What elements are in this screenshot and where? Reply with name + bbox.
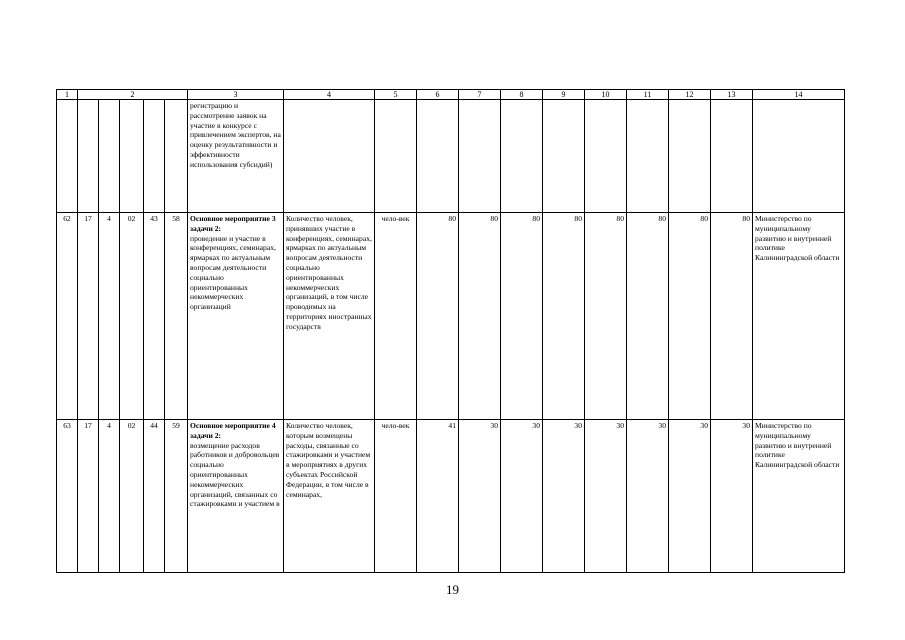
- program-table: [56, 89, 845, 573]
- indicator-cell: Количество человек, которым возмещены расходы, связанные со стажировками и участием в мероприятиях в других субъектах Российской Федерации, в том числе в семинарах,: [284, 420, 375, 573]
- value-cell: 30: [501, 420, 543, 573]
- code-cell: 4: [99, 420, 120, 573]
- unit-cell: чело-век: [375, 213, 417, 420]
- value-cell: 80: [543, 213, 585, 420]
- header-col-1: 1: [57, 90, 78, 100]
- value-cell: 30: [585, 420, 627, 573]
- code-cell: 43: [144, 213, 165, 420]
- header-col-12: 12: [669, 90, 711, 100]
- event-cell: [188, 213, 284, 420]
- unit-cell: чело-век: [375, 420, 417, 573]
- code-cell: 17: [78, 420, 99, 573]
- value-cell: 30: [711, 420, 753, 573]
- event-text: проведение и участие в конференциях, семинарах, ярмарках по актуальным вопросам деятельности социально ориентированных некоммерческих организаций: [190, 233, 276, 312]
- value-cell: 80: [585, 213, 627, 420]
- executor-cell: Министерство по муниципальному развитию и внутренней политике Калининградской области: [753, 420, 845, 573]
- event-cell: [188, 100, 284, 213]
- code-cell: 02: [120, 213, 144, 420]
- code-cell: 4: [99, 213, 120, 420]
- header-col-3: 3: [188, 90, 284, 100]
- value-cell: 30: [543, 420, 585, 573]
- code-cell: 17: [78, 213, 99, 420]
- indicator-cell: Количество человек, принявших участие в конференциях, семинарах, ярмарках по актуальным вопросам деятельности социально ориентированных некоммерческих организаций, в том числе проводимых на территориях иностранных государств: [284, 213, 375, 420]
- value-cell: 80: [501, 213, 543, 420]
- value-cell: 80: [627, 213, 669, 420]
- header-col-4: 4: [284, 90, 375, 100]
- value-cell: 80: [459, 213, 501, 420]
- value-cell: 30: [669, 420, 711, 573]
- value-cell: 30: [459, 420, 501, 573]
- header-col-9: 9: [543, 90, 585, 100]
- code-cell: 02: [120, 420, 144, 573]
- code-cell: 59: [165, 420, 188, 573]
- page-number: 19: [446, 582, 459, 597]
- event-text: возмещение расходов работников и добровольцев социально ориентированных некоммерческих организаций, связанных со стажировками и участием в: [190, 440, 280, 509]
- header-col-2: 2: [78, 90, 188, 100]
- value-cell: 41: [417, 420, 459, 573]
- header-col-10: 10: [585, 90, 627, 100]
- event-title: Основное мероприятие 3 задачи 2:: [190, 214, 276, 233]
- header-col-7: 7: [459, 90, 501, 100]
- header-col-6: 6: [417, 90, 459, 100]
- header-col-13: 13: [711, 90, 753, 100]
- row-number: 63: [57, 420, 78, 573]
- executor-cell: Министерство по муниципальному развитию и внутренней политике Калининградской области: [753, 213, 845, 420]
- table-row: [57, 100, 845, 213]
- event-text: регистрацию и рассмотрение заявок на участие в конкурсе с привлечением экспертов, на оценку результативности и эффективности использования субсидий): [190, 101, 281, 169]
- value-cell: 80: [711, 213, 753, 420]
- value-cell: 80: [417, 213, 459, 420]
- table-row: [57, 420, 845, 573]
- header-row: [57, 90, 845, 100]
- event-cell: [188, 420, 284, 573]
- header-col-8: 8: [501, 90, 543, 100]
- value-cell: 80: [669, 213, 711, 420]
- value-cell: 30: [627, 420, 669, 573]
- code-cell: 44: [144, 420, 165, 573]
- code-cell: 58: [165, 213, 188, 420]
- header-col-11: 11: [627, 90, 669, 100]
- row-number: 62: [57, 213, 78, 420]
- header-col-5: 5: [375, 90, 417, 100]
- table-row: [57, 213, 845, 420]
- event-title: Основное мероприятие 4 задачи 2:: [190, 421, 276, 440]
- header-col-14: 14: [753, 90, 845, 100]
